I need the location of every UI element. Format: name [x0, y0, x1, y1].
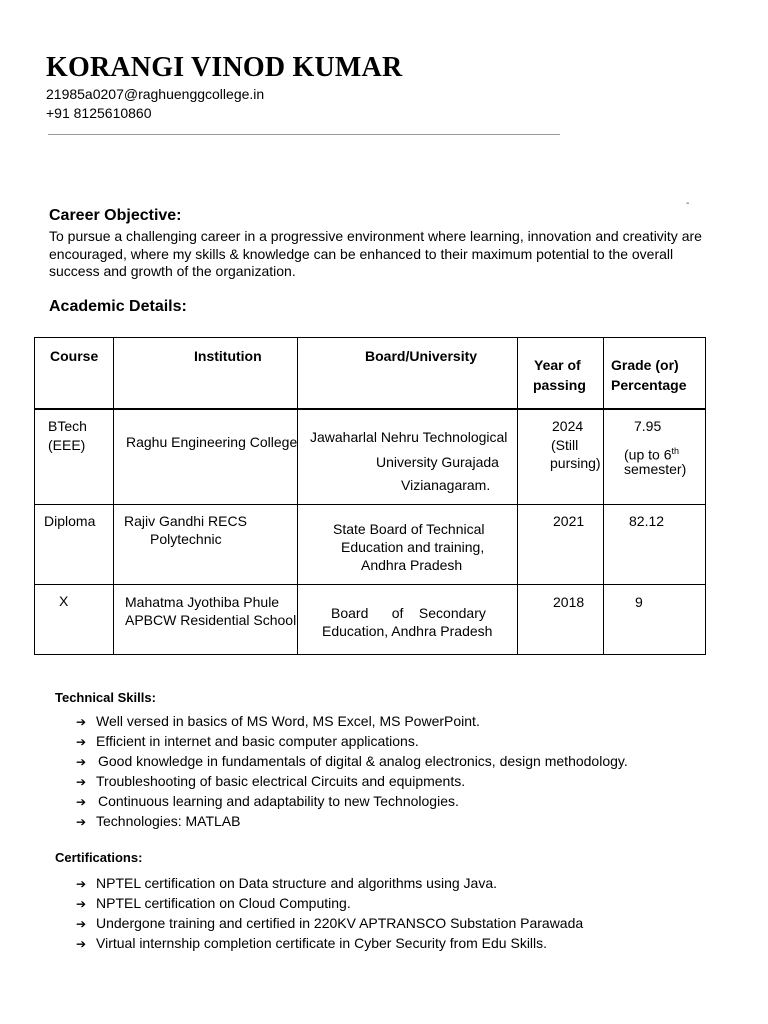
col-course-header: Course	[35, 338, 114, 409]
cell-institution: Mahatma Jyothiba Phule APBCW Residential School	[114, 585, 298, 655]
cell-institution: Rajiv Gandhi RECS Polytechnic	[114, 505, 298, 585]
col-institution-header: Institution	[114, 338, 298, 409]
table-row	[35, 585, 706, 655]
cell-board: State Board of Technical Education and training, Andhra Pradesh	[298, 505, 518, 585]
arrow-bullet-icon: ➔	[76, 877, 87, 891]
academic-table	[34, 337, 706, 655]
list-item: ➔ Undergone training and certified in 220KV APTRANSCO Substation Parawada	[76, 913, 583, 933]
arrow-bullet-icon: ➔	[76, 715, 87, 729]
arrow-bullet-icon: ➔	[76, 815, 87, 829]
col-year-header: Year of passing	[518, 338, 604, 409]
arrow-bullet-icon: ➔	[76, 735, 87, 749]
cell-grade: 9	[604, 585, 706, 655]
list-item: ➔ Technologies: MATLAB	[76, 811, 628, 831]
cell-year: 2018	[518, 585, 604, 655]
list-item: ➔ NPTEL certification on Cloud Computing.	[76, 893, 583, 913]
list-item: ➔ Continuous learning and adaptability to new Technologies.	[76, 791, 628, 811]
cell-year: 2021	[518, 505, 604, 585]
list-item: ➔ Efficient in internet and basic computer applications.	[76, 731, 628, 751]
arrow-bullet-icon: ➔	[76, 937, 87, 951]
cell-course: X	[35, 585, 114, 655]
col-board-header: Board/University	[298, 338, 518, 409]
arrow-bullet-icon: ➔	[76, 917, 87, 931]
arrow-bullet-icon: ➔	[76, 775, 87, 789]
list-item: ➔ NPTEL certification on Data structure and algorithms using Java.	[76, 873, 583, 893]
certifications-list	[76, 873, 583, 953]
cell-year: 2024 (Still pursing)	[518, 409, 604, 505]
cell-course: BTech (EEE)	[35, 409, 114, 505]
cell-board: Jawaharlal Nehru Technological University Gurajada Vizianagaram.	[298, 409, 518, 505]
technical-skills-heading: Technical Skills:	[55, 690, 156, 705]
list-item: ➔ Virtual internship completion certificate in Cyber Security from Edu Skills.	[76, 933, 583, 953]
cell-institution: Raghu Engineering College	[114, 409, 298, 505]
stray-mark: -	[686, 198, 690, 209]
table-header-row	[35, 338, 706, 409]
list-item: ➔ Good knowledge in fundamentals of digital & analog electronics, design methodology.	[76, 751, 628, 771]
academic-details-heading: Academic Details:	[49, 298, 187, 315]
phone-text: +91 8125610860	[46, 105, 152, 121]
table-row	[35, 409, 706, 505]
table-row	[35, 505, 706, 585]
email-text: 21985a0207@raghuenggcollege.in	[46, 86, 265, 102]
list-item: ➔ Troubleshooting of basic electrical Circuits and equipments.	[76, 771, 628, 791]
list-item: ➔ Well versed in basics of MS Word, MS Excel, MS PowerPoint.	[76, 711, 628, 731]
cell-course: Diploma	[35, 505, 114, 585]
certifications-heading: Certifications:	[55, 850, 143, 865]
career-objective-text: To pursue a challenging career in a progressive environment where learning, innovation and creativity are encouraged, where my skills & knowledge can be enhanced to their maximum potential to the overall success and growth of the organization.	[49, 228, 702, 280]
cell-grade: 7.95 (up to 6th semester)	[604, 409, 706, 505]
candidate-name: KORANGI VINOD KUMAR	[46, 52, 403, 83]
technical-skills-list	[76, 711, 628, 831]
arrow-bullet-icon: ➔	[76, 795, 87, 809]
col-grade-header: Grade (or) Percentage	[604, 338, 706, 409]
career-objective-heading: Career Objective:	[49, 207, 182, 224]
header-divider	[48, 134, 560, 135]
arrow-bullet-icon: ➔	[76, 755, 87, 769]
cell-grade: 82.12	[604, 505, 706, 585]
cell-board: Board of Secondary Education, Andhra Pradesh	[298, 585, 518, 655]
arrow-bullet-icon: ➔	[76, 897, 87, 911]
